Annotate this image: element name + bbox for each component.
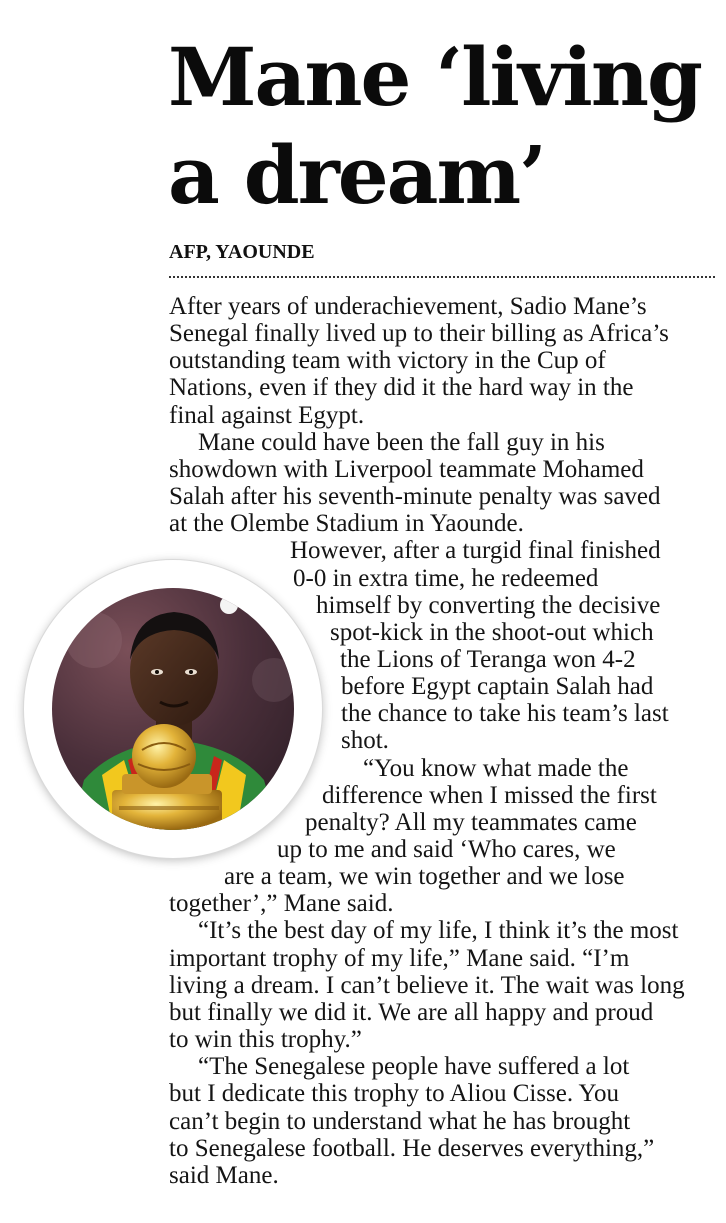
article-line: said Mane. <box>169 1162 279 1189</box>
article-line: himself by converting the decisive <box>316 592 661 619</box>
article-line: outstanding team with victory in the Cup of <box>169 347 606 374</box>
article-line: “The Senegalese people have suffered a lot <box>198 1053 630 1080</box>
article-line: 0-0 in extra time, he redeemed <box>293 565 599 592</box>
article-line: before Egypt captain Salah had <box>341 673 654 700</box>
article-line: but finally we did it. We are all happy and proud <box>169 999 654 1026</box>
article-line: Nations, even if they did it the hard way in the <box>169 374 634 401</box>
article-line: penalty? All my teammates came <box>305 809 637 836</box>
article-line: Senegal finally lived up to their billing as Africa’s <box>169 320 669 347</box>
article-line: are a team, we win together and we lose <box>224 863 625 890</box>
article-line: the chance to take his team’s last <box>341 700 669 727</box>
headline-line-2: a dream’ <box>168 128 546 222</box>
article-line: showdown with Liverpool teammate Mohamed <box>169 456 644 483</box>
article-line: “It’s the best day of my life, I think it’s the most <box>198 917 679 944</box>
article-line: After years of underachievement, Sadio Mane’s <box>169 293 647 320</box>
player-photo <box>24 560 322 858</box>
article-line: Salah after his seventh-minute penalty was saved <box>169 483 661 510</box>
article-line: “You know what made the <box>363 755 629 782</box>
article-line: the Lions of Teranga won 4-2 <box>340 646 636 673</box>
headline <box>168 28 718 224</box>
byline: AFP, YAOUNDE <box>169 241 315 263</box>
photo-illustration <box>24 560 322 858</box>
article-line: difference when I missed the first <box>322 782 657 809</box>
article-line: but I dedicate this trophy to Aliou Cisse. You <box>169 1080 619 1107</box>
article-line: together’,” Mane said. <box>169 890 394 917</box>
article-line: final against Egypt. <box>169 402 365 429</box>
dotted-divider <box>169 276 715 278</box>
article-line: can’t begin to understand what he has brought <box>169 1108 631 1135</box>
article-line: at the Olembe Stadium in Yaounde. <box>169 510 524 537</box>
article-line: spot-kick in the shoot-out which <box>330 619 654 646</box>
article-line: living a dream. I can’t believe it. The wait was long <box>169 972 685 999</box>
article-line: to win this trophy.” <box>169 1026 362 1053</box>
article-line: to Senegalese football. He deserves everything,” <box>169 1135 655 1162</box>
article-line: up to me and said ‘Who cares, we <box>277 836 616 863</box>
article-line: important trophy of my life,” Mane said. “I’m <box>169 945 630 972</box>
article-line: Mane could have been the fall guy in his <box>198 429 605 456</box>
article-line: shot. <box>341 727 389 754</box>
article-line: However, after a turgid final finished <box>290 537 661 564</box>
headline-line-1: Mane ‘living <box>168 30 701 124</box>
